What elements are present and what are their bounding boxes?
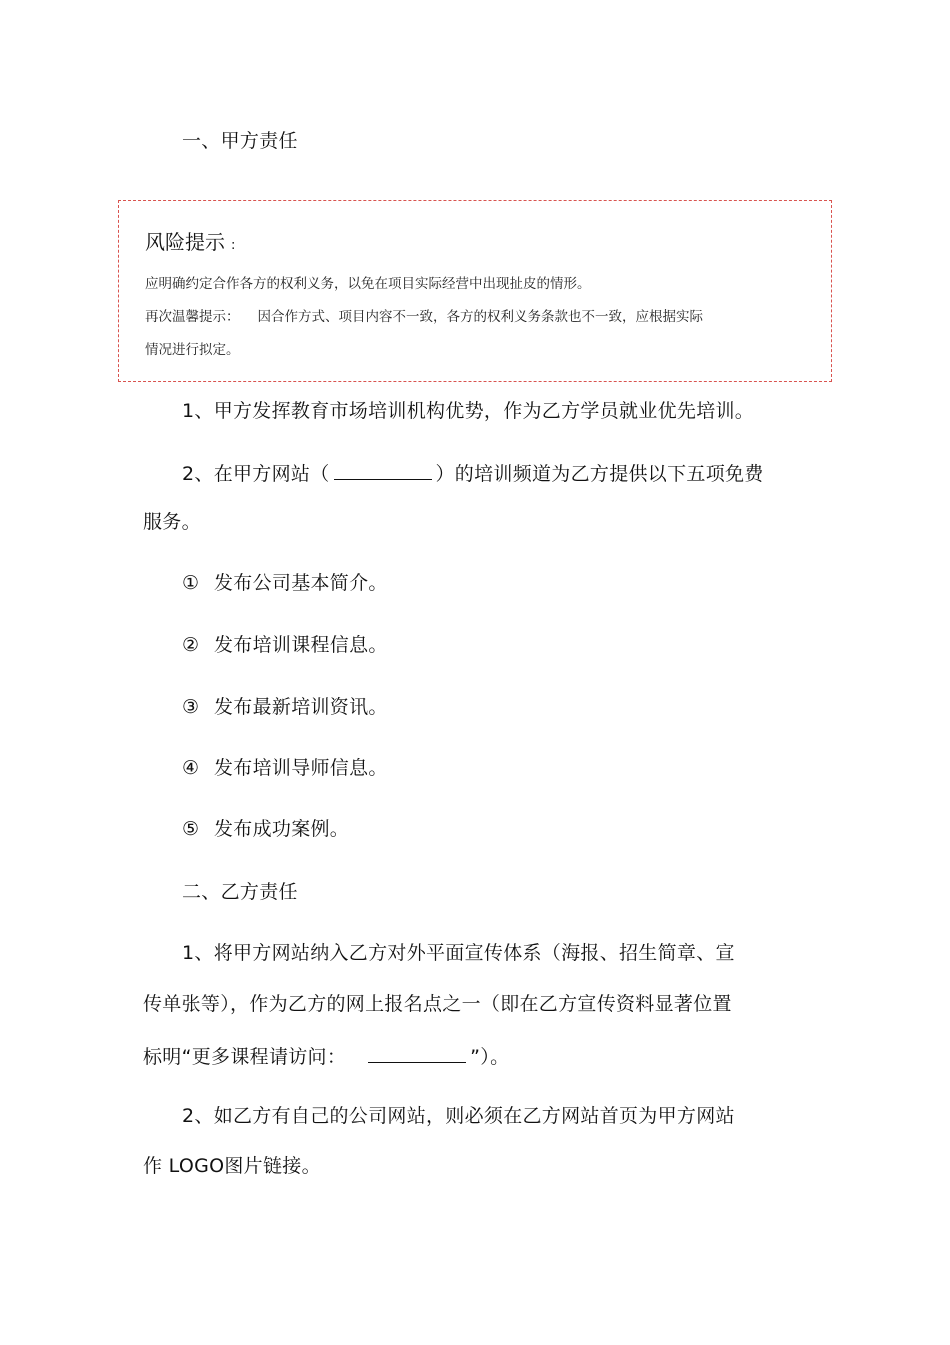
party-b-clause-2-line-1: 2、如乙方有自己的公司网站，则必须在乙方网站首页为甲方网站: [182, 1105, 735, 1127]
risk-reminder-text: 因合作方式、项目内容不一致，各方的权利义务条款也不一致，应根据实际: [257, 309, 703, 325]
risk-notice-line-1: 应明确约定合作各方的权利义务，以免在项目实际经营中出现扯皮的情形。: [145, 276, 591, 292]
service-item-1: [182, 570, 388, 596]
service-item-text: 发布培训导师信息。: [214, 757, 388, 779]
party-b-clause-2-line-2: 作 LOGO图片链接。: [143, 1155, 321, 1177]
service-item-number: ③: [182, 696, 200, 718]
party-b-clause-1-line-3: [143, 1042, 509, 1070]
service-item-3: [182, 694, 388, 720]
party-b-clause-1-line-2: 传单张等），作为乙方的网上报名点之一（即在乙方宣传资料显著位置: [143, 993, 732, 1015]
risk-notice-colon: :: [231, 238, 236, 253]
risk-reminder-label: 再次温馨提示：: [145, 309, 240, 325]
party-b-clause-1-line-3-end: ”）。: [470, 1046, 510, 1068]
risk-notice-title: [145, 228, 235, 260]
service-item-4: [182, 755, 388, 781]
risk-notice-line-2: [145, 307, 703, 327]
service-item-text: 发布培训课程信息。: [214, 634, 388, 656]
risk-notice-line-3: 情况进行拟定。: [145, 342, 240, 358]
section-heading-party-a: 一、甲方责任: [182, 130, 298, 152]
service-item-2: [182, 632, 388, 658]
party-b-clause-1-line-3-start: 标明“更多课程请访问：: [143, 1046, 347, 1068]
service-item-number: ⑤: [182, 818, 200, 840]
risk-notice-box: [118, 200, 832, 382]
service-item-number: ①: [182, 572, 200, 594]
service-item-text: 发布成功案例。: [214, 818, 350, 840]
party-a-clause-2: [182, 459, 764, 487]
service-item-number: ④: [182, 757, 200, 779]
party-a-clause-2-end: ）的培训频道为乙方提供以下五项免费: [435, 463, 764, 485]
risk-notice-title-text: 风险提示: [145, 230, 225, 254]
party-a-clause-2-start: 2、在甲方网站（: [182, 463, 330, 485]
service-item-number: ②: [182, 634, 200, 656]
section-heading-party-b: 二、乙方责任: [182, 881, 298, 903]
service-item-text: 发布最新培训资讯。: [214, 696, 388, 718]
party-a-clause-1: 1、甲方发挥教育市场培训机构优势，作为乙方学员就业优先培训。: [182, 400, 755, 422]
service-item-text: 发布公司基本简介。: [214, 572, 388, 594]
website-blank-field: [334, 459, 432, 480]
service-item-5: [182, 816, 349, 842]
url-blank-field: [368, 1042, 466, 1063]
party-b-clause-1-line-1: 1、将甲方网站纳入乙方对外平面宣传体系（海报、招生简章、宣: [182, 942, 735, 964]
party-a-clause-2-continued: 服务。: [143, 511, 201, 533]
